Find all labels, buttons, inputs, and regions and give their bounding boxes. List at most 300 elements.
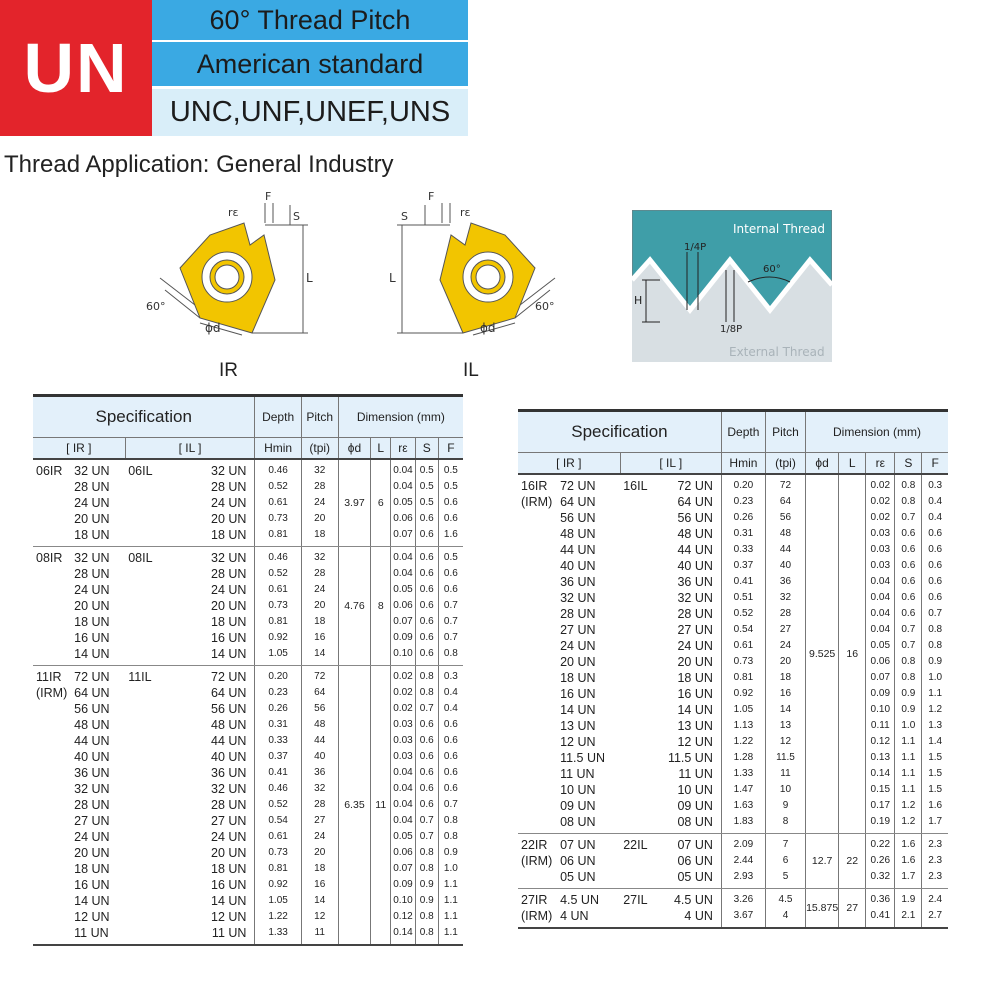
s-value: 1.1 (901, 784, 916, 795)
thread-application: Thread Application: General Industry (4, 151, 394, 178)
hmin-value: 0.52 (268, 568, 288, 579)
il-thread-size: 11 UN (678, 767, 713, 781)
hmin-value: 2.93 (733, 871, 754, 882)
s-value: 0.6 (419, 767, 434, 778)
s-header: S (415, 438, 438, 460)
re-value: 0.07 (393, 616, 413, 627)
re-value: 0.14 (393, 927, 413, 938)
f-list (438, 547, 463, 666)
f-value: 0.9 (928, 656, 943, 667)
il-thread-size: 20 UN (211, 512, 247, 526)
hmin-header: Hmin (255, 438, 301, 460)
hmin-value: 0.52 (268, 481, 288, 492)
hmin-value: 0.26 (268, 703, 288, 714)
tpi-value: 27 (779, 624, 792, 635)
tpi-value: 64 (779, 496, 792, 507)
ir-thread-size: 24 UN (560, 639, 596, 653)
f-list (438, 459, 463, 547)
tpi-value: 27 (314, 815, 326, 826)
f-value: 1.4 (928, 736, 943, 747)
thread-profile-diagram (632, 210, 832, 362)
ir-thread-size: 72 UN (560, 479, 596, 493)
s-value: 1.6 (901, 839, 916, 850)
re-value: 0.07 (393, 529, 413, 540)
s-list (895, 474, 922, 834)
ir-thread-size: 56 UN (560, 511, 596, 525)
s-value: 0.9 (901, 704, 916, 715)
il-thread-size: 64 UN (211, 686, 247, 700)
insert-group-row (33, 459, 463, 547)
dimension-header: Dimension (mm) (338, 396, 463, 438)
depth-header: Depth (255, 396, 301, 438)
s-value: 0.8 (419, 911, 434, 922)
svg-text:L: L (389, 271, 396, 285)
f-value: 2.4 (928, 894, 943, 905)
ir-thread-size: 24 UN (74, 830, 110, 844)
hmin-value: 0.41 (733, 576, 754, 587)
re-header: rε (866, 453, 895, 475)
re-value: 0.03 (870, 560, 891, 571)
ir-thread-size: 27 UN (560, 623, 596, 637)
il-thread-size: 05 UN (677, 870, 713, 884)
tpi-value: 8 (782, 816, 789, 827)
il-thread-size: 48 UN (211, 718, 247, 732)
f-value: 0.6 (443, 751, 458, 762)
s-header: S (895, 453, 922, 475)
re-value: 0.02 (393, 703, 413, 714)
diameter-value: 15.875 (806, 889, 839, 929)
tpi-value: 64 (314, 687, 326, 698)
f-value: 0.4 (928, 496, 943, 507)
l-header: L (839, 453, 866, 475)
re-value: 0.04 (393, 552, 413, 563)
pitch-header: Pitch (765, 411, 805, 453)
tpi-value: 14 (314, 895, 326, 906)
tpi-value: 11 (780, 768, 791, 779)
hmin-value: 1.33 (268, 927, 288, 938)
f-value: 0.7 (443, 799, 458, 810)
re-value: 0.02 (393, 687, 413, 698)
ir-thread-size: 18 UN (560, 671, 596, 685)
s-value: 1.9 (901, 894, 916, 905)
il-thread-size: 44 UN (677, 543, 713, 557)
irm-label: (IRM) (36, 686, 68, 700)
f-value: 1.0 (443, 863, 458, 874)
il-prefix-cell (620, 474, 660, 834)
re-value: 0.04 (393, 815, 413, 826)
ir-thread-size: 36 UN (74, 766, 110, 780)
re-value: 0.07 (393, 863, 413, 874)
hmin-value: 3.26 (733, 894, 754, 905)
s-value: 0.7 (419, 815, 434, 826)
tpi-value: 28 (314, 799, 326, 810)
s-value: 0.6 (901, 560, 916, 571)
f-value: 0.6 (443, 584, 458, 595)
s-list (415, 459, 438, 547)
hmin-list (721, 834, 765, 889)
ir-thread-size: 07 UN (560, 838, 596, 852)
re-value: 0.02 (870, 480, 891, 491)
s-value: 0.9 (419, 879, 434, 890)
il-prefix: 27IL (623, 893, 648, 907)
hmin-list (721, 889, 765, 929)
s-value: 0.6 (419, 751, 434, 762)
tpi-value: 18 (314, 616, 326, 627)
il-thread-size: 18 UN (211, 862, 247, 876)
hmin-value: 1.05 (268, 895, 288, 906)
re-value: 0.04 (393, 481, 413, 492)
ir-thread-list (74, 547, 125, 666)
f-value: 0.8 (443, 831, 458, 842)
il-thread-list (166, 547, 255, 666)
dimension-header: Dimension (mm) (806, 411, 948, 453)
hmin-value: 0.81 (733, 672, 754, 683)
il-thread-size: 32 UN (677, 591, 713, 605)
f-value: 0.5 (443, 465, 458, 476)
hmin-value: 0.61 (268, 584, 288, 595)
re-value: 0.07 (870, 672, 891, 683)
s-value: 1.1 (901, 768, 916, 779)
s-value: 1.2 (901, 800, 916, 811)
tpi-value: 16 (314, 879, 326, 890)
tpi-value: 28 (314, 481, 326, 492)
depth-header: Depth (721, 411, 765, 453)
hmin-value: 0.46 (268, 552, 288, 563)
s-value: 0.6 (901, 576, 916, 587)
tpi-value: 16 (779, 688, 792, 699)
f-value: 2.3 (928, 839, 943, 850)
tpi-list (765, 834, 805, 889)
header-standard: American standard (152, 42, 468, 86)
il-thread-size: 11.5 UN (667, 751, 713, 765)
hmin-value: 0.73 (733, 656, 754, 667)
ir-thread-size: 28 UN (74, 567, 110, 581)
ir-thread-size: 24 UN (74, 496, 110, 510)
il-thread-size: 20 UN (211, 846, 247, 860)
svg-text:60°: 60° (535, 300, 555, 313)
re-value: 0.36 (870, 894, 891, 905)
s-value: 1.0 (901, 720, 916, 731)
il-thread-size: 36 UN (677, 575, 713, 589)
f-value: 0.6 (443, 513, 458, 524)
tpi-value: 28 (779, 608, 792, 619)
s-list (895, 889, 922, 929)
re-value: 0.05 (393, 497, 413, 508)
hmin-value: 1.63 (733, 800, 754, 811)
tpi-value: 28 (314, 568, 326, 579)
s-value: 0.6 (901, 544, 916, 555)
hmin-value: 0.54 (733, 624, 754, 635)
svg-text:60°: 60° (763, 264, 781, 275)
f-value: 0.6 (928, 544, 943, 555)
ir-thread-size: 4 UN (560, 909, 589, 923)
ir-thread-size: 10 UN (560, 783, 596, 797)
hmin-value: 0.73 (268, 513, 288, 524)
tpi-value: 72 (779, 480, 792, 491)
spec-header: Specification (518, 411, 721, 453)
s-value: 1.1 (901, 736, 916, 747)
f-value: 0.5 (443, 552, 458, 563)
f-value: 0.6 (928, 592, 943, 603)
il-thread-size: 24 UN (211, 496, 247, 510)
il-prefix-cell (125, 666, 165, 946)
s-value: 0.8 (419, 687, 434, 698)
il-thread-size: 24 UN (211, 583, 247, 597)
ir-header: [ IR ] (518, 453, 620, 475)
tpi-value: 24 (314, 584, 326, 595)
s-value: 0.8 (419, 671, 434, 682)
f-value: 0.6 (443, 719, 458, 730)
ir-thread-size: 12 UN (560, 735, 596, 749)
re-value: 0.19 (870, 816, 891, 827)
il-thread-size: 14 UN (211, 894, 247, 908)
f-value: 0.7 (443, 600, 458, 611)
il-thread-size: 16 UN (211, 878, 247, 892)
hmin-value: 0.33 (268, 735, 288, 746)
f-value: 2.3 (928, 871, 943, 882)
length-value: 16 (839, 474, 866, 834)
hmin-value: 1.83 (733, 816, 754, 827)
il-insert-diagram (385, 190, 575, 350)
il-thread-size: 12 UN (677, 735, 713, 749)
tpi-header: (tpi) (301, 438, 338, 460)
s-value: 0.5 (419, 497, 434, 508)
tpi-value: 48 (779, 528, 792, 539)
ir-thread-size: 11 UN (74, 926, 109, 940)
s-value: 0.7 (901, 640, 916, 651)
hmin-value: 0.37 (733, 560, 754, 571)
ir-prefix: 11IR (36, 670, 62, 684)
il-prefix: 16IL (623, 479, 648, 493)
tpi-value: 32 (314, 552, 326, 563)
hmin-value: 1.05 (268, 648, 288, 659)
re-value: 0.04 (393, 465, 413, 476)
re-value: 0.09 (393, 879, 413, 890)
ir-prefix-cell (33, 459, 74, 547)
re-list (866, 889, 895, 929)
hmin-value: 0.61 (733, 640, 754, 651)
ir-thread-size: 27 UN (74, 814, 110, 828)
tpi-value: 10 (779, 784, 792, 795)
tpi-list (301, 547, 338, 666)
re-list (866, 474, 895, 834)
il-thread-list (660, 474, 721, 834)
il-thread-size: 10 UN (677, 783, 713, 797)
length-value: 27 (839, 889, 866, 929)
re-value: 0.03 (393, 735, 413, 746)
svg-text:rε: rε (460, 206, 471, 219)
f-value: 0.3 (443, 671, 458, 682)
f-value: 0.6 (443, 568, 458, 579)
hmin-value: 0.73 (268, 847, 288, 858)
f-value: 0.6 (443, 783, 458, 794)
s-value: 0.6 (419, 529, 434, 540)
s-value: 0.6 (419, 584, 434, 595)
il-prefix: 22IL (623, 838, 648, 852)
ir-thread-size: 20 UN (74, 599, 110, 613)
hmin-value: 0.52 (268, 799, 288, 810)
header-thread-types: UNC,UNF,UNEF,UNS (152, 89, 468, 136)
f-value: 1.5 (928, 752, 943, 763)
ir-thread-size: 28 UN (74, 480, 110, 494)
ir-thread-size: 36 UN (560, 575, 596, 589)
il-thread-size: 16 UN (211, 631, 247, 645)
left-spec-table (33, 394, 463, 946)
il-thread-size: 28 UN (211, 567, 247, 581)
f-value: 0.6 (443, 767, 458, 778)
s-value: 1.2 (901, 816, 916, 827)
tpi-list (301, 459, 338, 547)
s-value: 0.6 (419, 799, 434, 810)
s-value: 0.9 (901, 688, 916, 699)
ir-thread-size: 64 UN (560, 495, 596, 509)
ir-thread-size: 44 UN (560, 543, 596, 557)
ir-thread-size: 09 UN (560, 799, 596, 813)
tpi-value: 20 (314, 513, 326, 524)
tpi-list (765, 474, 805, 834)
hmin-value: 1.13 (733, 720, 754, 731)
s-value: 0.7 (901, 512, 916, 523)
hmin-value: 0.92 (268, 632, 288, 643)
f-value: 0.4 (928, 512, 943, 523)
ir-thread-size: 40 UN (560, 559, 596, 573)
re-value: 0.09 (870, 688, 891, 699)
il-prefix: 08IL (128, 551, 153, 565)
f-value: 1.3 (928, 720, 943, 731)
hmin-value: 1.05 (733, 704, 754, 715)
il-thread-size: 18 UN (677, 671, 713, 685)
f-value: 1.5 (928, 784, 943, 795)
hmin-value: 0.81 (268, 616, 288, 627)
ir-thread-list (560, 889, 620, 929)
ir-prefix-cell (33, 547, 74, 666)
tpi-value: 20 (314, 600, 326, 611)
diameter-value: 4.76 (338, 547, 371, 666)
il-thread-size: 24 UN (211, 830, 247, 844)
tpi-value: 4 (782, 910, 789, 921)
re-value: 0.05 (393, 831, 413, 842)
s-value: 0.5 (419, 465, 434, 476)
tpi-value: 32 (779, 592, 792, 603)
re-value: 0.10 (870, 704, 891, 715)
hmin-value: 1.47 (733, 784, 754, 795)
svg-text:Internal Thread: Internal Thread (733, 222, 826, 236)
ir-thread-size: 12 UN (74, 910, 110, 924)
ir-thread-size: 48 UN (560, 527, 596, 541)
f-value: 0.6 (928, 528, 943, 539)
l-header: L (371, 438, 391, 460)
il-thread-size: 64 UN (677, 495, 713, 509)
il-header: [ IL ] (125, 438, 255, 460)
f-value: 1.7 (928, 816, 943, 827)
s-value: 0.6 (419, 616, 434, 627)
ir-thread-size: 56 UN (74, 702, 110, 716)
s-value: 0.8 (901, 480, 916, 491)
ir-thread-list (560, 834, 620, 889)
il-thread-size: 14 UN (211, 647, 247, 661)
ir-thread-list (74, 666, 125, 946)
il-caption: IL (463, 360, 479, 381)
il-thread-size: 27 UN (211, 814, 247, 828)
hmin-value: 0.81 (268, 863, 288, 874)
tpi-value: 44 (314, 735, 326, 746)
hmin-value: 0.37 (268, 751, 288, 762)
ir-thread-size: 4.5 UN (560, 893, 599, 907)
hmin-value: 1.22 (733, 736, 754, 747)
f-value: 0.4 (443, 703, 458, 714)
f-value: 0.8 (928, 640, 943, 651)
il-thread-size: 13 UN (677, 719, 713, 733)
ir-thread-size: 14 UN (560, 703, 596, 717)
hmin-value: 0.20 (268, 671, 288, 682)
s-value: 0.6 (901, 592, 916, 603)
d-header: ϕd (806, 453, 839, 475)
hmin-value: 0.26 (733, 512, 754, 523)
tpi-value: 13 (779, 720, 792, 731)
re-value: 0.13 (870, 752, 891, 763)
il-prefix: 06IL (128, 464, 153, 478)
re-list (391, 459, 416, 547)
s-value: 0.5 (419, 481, 434, 492)
re-list (866, 834, 895, 889)
hmin-value: 0.81 (268, 529, 288, 540)
f-value: 0.8 (443, 815, 458, 826)
tpi-list (765, 889, 805, 929)
svg-text:F: F (265, 190, 272, 203)
ir-caption: IR (219, 360, 238, 381)
hmin-header: Hmin (721, 453, 765, 475)
re-value: 0.05 (393, 584, 413, 595)
tpi-value: 72 (314, 671, 326, 682)
il-thread-size: 40 UN (211, 750, 247, 764)
il-thread-list (166, 666, 255, 946)
il-prefix-cell (125, 459, 165, 547)
hmin-value: 1.33 (733, 768, 754, 779)
ir-thread-size: 20 UN (74, 512, 110, 526)
diameter-value: 12.7 (806, 834, 839, 889)
hmin-value: 0.31 (733, 528, 754, 539)
s-value: 0.6 (901, 608, 916, 619)
tpi-value: 18 (779, 672, 792, 683)
tpi-value: 20 (314, 847, 326, 858)
re-value: 0.03 (870, 528, 891, 539)
ir-prefix-cell (33, 666, 74, 946)
tpi-value: 40 (314, 751, 326, 762)
tpi-list (301, 666, 338, 946)
s-value: 0.6 (901, 528, 916, 539)
il-thread-size: 4.5 UN (673, 893, 713, 907)
re-value: 0.04 (393, 799, 413, 810)
re-value: 0.12 (870, 736, 891, 747)
f-value: 1.2 (928, 704, 943, 715)
tpi-value: 48 (314, 719, 326, 730)
f-value: 0.5 (443, 481, 458, 492)
hmin-value: 3.67 (733, 910, 754, 921)
f-value: 1.6 (443, 529, 458, 540)
f-value: 0.6 (443, 497, 458, 508)
il-thread-size: 28 UN (211, 798, 247, 812)
hmin-list (255, 666, 301, 946)
hmin-value: 0.61 (268, 497, 288, 508)
ir-thread-size: 48 UN (74, 718, 110, 732)
hmin-value: 0.92 (268, 879, 288, 890)
svg-text:ϕd: ϕd (480, 321, 496, 335)
il-thread-size: 28 UN (677, 607, 713, 621)
re-value: 0.32 (870, 871, 891, 882)
svg-text:1/8P: 1/8P (720, 324, 743, 335)
ir-thread-size: 14 UN (74, 894, 110, 908)
s-value: 0.6 (419, 735, 434, 746)
